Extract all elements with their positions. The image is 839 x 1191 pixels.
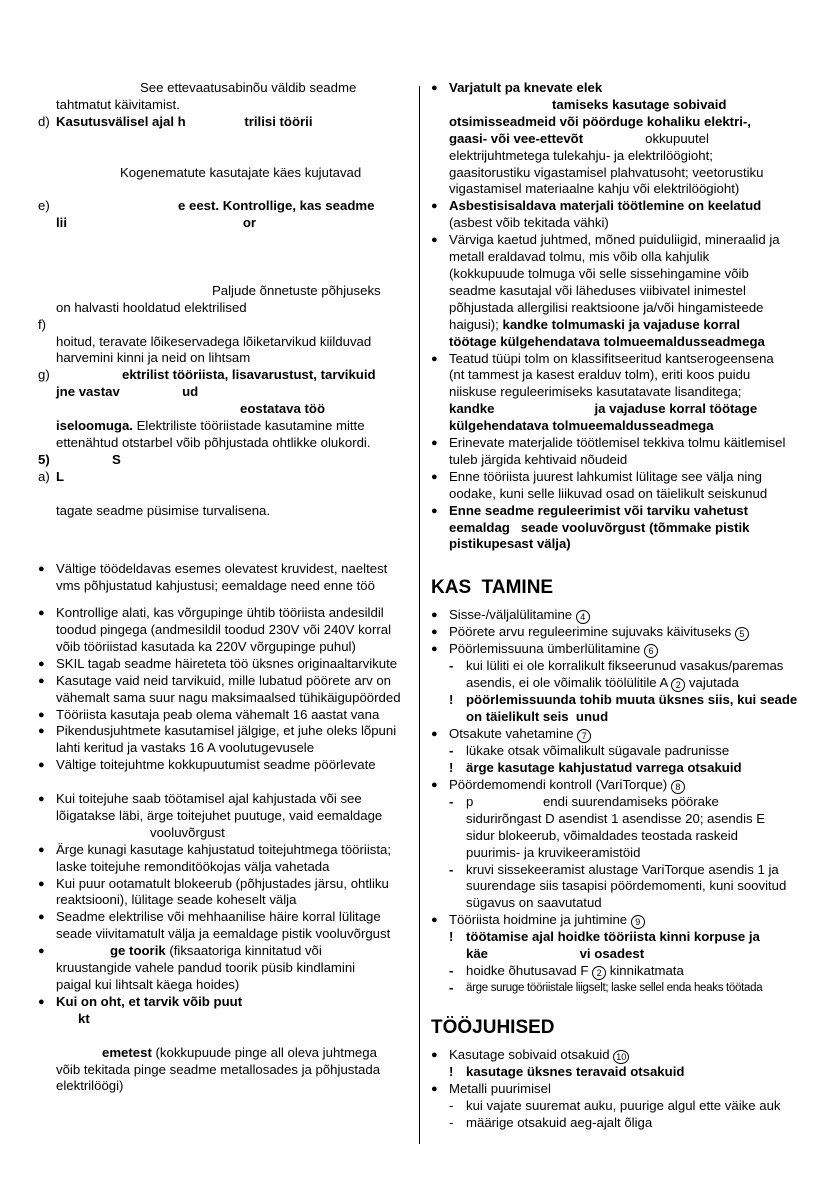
dash-item: - kui vajate suuremat auku, puurige algul ette väike auk — [449, 1097, 781, 1113]
text-line: Kogenematute kasutajate käes kujutavad — [120, 164, 362, 180]
text-line: on halvasti hooldatud elektrilised — [56, 299, 247, 315]
dash-item: - hoidke õhutusavad F 2 kinnikatmata — [449, 963, 684, 979]
callout-number: 5 — [735, 627, 749, 641]
bullet-item: ● Kasutage vaid neid tarvikuid, mille lubatud pöörete arv on vähemalt sama suur nagu maksimaalsed tühikäigupöörded — [38, 672, 401, 705]
text-line: Paljude õnnetuste põhjuseks — [212, 282, 381, 298]
bullet-item: ● Vältige toitejuhtme kokkupuutumist seadme pöörlevate — [38, 757, 376, 773]
callout-letter: 2 — [671, 678, 685, 692]
bullet-item: ● Kasutage sobivaid otsakuid 10 — [431, 1047, 806, 1064]
bullet-item: ● ge toorik (fiksaatoriga kinnitatud või kruustangide vahele pandud toorik püsib kindlamini paigal kui lihtsalt käega hoides) — [38, 943, 356, 993]
bullet-item: ● Erinevate materjalide töötlemisel tekkiva tolmu käitlemisel tuleb järgida kehtivaid nõudeid — [431, 435, 786, 467]
bullet-item: ● Metalli puurimisel — [431, 1080, 551, 1096]
bullet-item: ● Kui on oht, et tarvik võib puut kt emetest (kokkupuude pinge all oleva juhtmega võib tekitada pinge seadme metallosades ja põhjustada elektrilöögi) — [38, 993, 381, 1094]
bullet-item: ● Pöörlemissuuna ümberlülitamine 6 — [431, 641, 806, 658]
callout-number: 8 — [671, 780, 685, 794]
right-column — [431, 80, 806, 1132]
bullet-item: ● Vältige töödeldavas esemes olevatest kruvidest, naeltest vms põhjustatud kahjustusi; eemaldage need enne töö — [38, 561, 388, 594]
bullet-item: ● Värviga kaetud juhtmed, mõned puiduliigid, mineraalid ja metall eraldavad tolmu, mis võib olla kahjulik (kokkupuude tolmuga või selle sissehingamine võib seadme kasutajal või läheduses viibivatel inimestel põhjustada allergilisi reaktsioone ja/või hingamisteede haigusi); kandke tolmumaski ja vajaduse korral töötage külgehendatava tolmueemaldusseadmega — [431, 232, 780, 349]
warning-item: ! pöörlemissuunda tohib muuta üksnes siis, kui seade on täielikult seis unud — [449, 692, 801, 725]
bullet-item: ● Kontrollige alati, kas võrgupinge ühtib tööriista andesildil toodud pingega (andmesildil toodud 230V või 240V korral võib tööriistad kasutada ka 220V võrgupinge puhul) — [38, 605, 392, 654]
callout-number: 2 — [592, 966, 606, 980]
list-item-e: e) e eest. Kontrollige, kas seadme — [38, 198, 375, 214]
list-item-d: d) Kasutusvälisel ajal h trilisi töörii — [38, 113, 313, 129]
left-column — [38, 80, 412, 1095]
bullet-item: ● Ärge kunagi kasutage kahjustatud toitejuhtmega tööriista; laske toitejuhe remonditöökojas välja vahetada — [38, 841, 392, 874]
dash-item: - kruvi sissekeeramist alustage VariTorque asendis 1 ja suurendage siis tasapisi pöördemomenti, kuni soovitud sügavus on saavutatud — [449, 861, 787, 911]
text-line: lii or — [56, 215, 257, 231]
warning-item: ! kasutage üksnes teravaid otsakuid — [449, 1063, 685, 1079]
bullet-item: ● Tööriista hoidmine ja juhtimine 9 — [431, 912, 806, 929]
callout-number: 10 — [613, 1050, 629, 1064]
list-item-f: f) — [38, 316, 47, 332]
dash-item: - kui lüliti ei ole korralikult fikseerunud vasakus/paremas asendis, ei ole võimalik töölülitile A 2 vajutada — [449, 658, 784, 691]
bullet-item: ● Enne tööriista juurest lahkumist lülitage see välja ning oodake, kuni selle liikuvad osad on täielikult seiskunud — [431, 468, 768, 501]
bullet-item: ● Enne seadme reguleerimist või tarviku vahetust eemaldag seade vooluvõrgust (tõmmake pistik pistikupesast välja) — [431, 502, 754, 552]
column-divider — [419, 86, 420, 1144]
callout-number: 6 — [644, 644, 658, 658]
bullet-item: ● Kui puur ootamatult blokeerub (põhjustades järsu, ohtliku reaktsiooni), lülitage seade koheselt välja — [38, 875, 389, 908]
dash-item: - lükake otsak võimalikult sügavale padrunisse — [449, 743, 730, 759]
text-line: ettenähtud otstarbel võib põhjustada ohtlikke olukordi. — [56, 434, 371, 450]
text-line: jne vastav ud — [56, 384, 199, 400]
bullet-item: ● Seadme elektrilise või mehhaanilise häire korral lülitage seade viivitamatult välja ja eemaldage pistik vooluvõrgust — [38, 909, 391, 942]
text-line: See ettevaatusabinõu väldib seadme — [140, 80, 357, 95]
dash-item: - määrige otsakuid aeg-ajalt õliga — [449, 1114, 653, 1130]
section-heading: TÖÖJUHISED — [431, 1016, 555, 1038]
list-item-g: g) ektrilist tööriista, lisavarustust, tarvikuid — [38, 367, 376, 383]
dash-item: - ärge suruge tööriistale liigselt; laske sellel enda heaks töötada — [449, 980, 763, 996]
bullet-item: ● Varjatult pa knevate elek tamiseks kasutage sobivaid otsimisseadmeid või pöörduge kohaliku elektri-, gaasi- või vee-ettevõt okkupuutel elektrijuhtmetega tulekahju- ja elektrilöögioht; gaasitorustiku vigastamisel plahvatusoht; veetorustiku vigastamisel materiaalne kahju või elektrilöögioht) — [431, 80, 764, 197]
warning-item: ! töötamise ajal hoidke tööriista kinni korpuse ja käe vi osadest — [449, 929, 760, 962]
callout-number: 7 — [577, 729, 591, 743]
bullet-item: ● Pöördemomendi kontroll (VariTorque) 8 — [431, 777, 806, 794]
text-line: eostatava töö — [240, 401, 326, 417]
text-line: iseloomuga. Elektriliste tööriistade kasutamine mitte — [56, 418, 365, 434]
bullet-item: ● Kui toitejuhe saab töötamisel ajal kahjustada või see lõigatakse läbi, ärge toitejuhet puutuge, vaid eemaldage vooluvõrgust — [38, 791, 383, 840]
bullet-item: ● Tööriista kasutaja peab olema vähemalt 16 aastat vana — [38, 706, 380, 722]
text-line: tahtmatut käivitamist. — [56, 96, 180, 112]
callout-number: 4 — [576, 610, 590, 624]
bullet-item: ● Teatud tüüpi tolm on klassifitseeritud kantserogeensena (nt tammest ja kasest eralduv tolm), eriti koos puidu niiskuse reguleerimiseks kasutatavate lisanditega; kandke ja vajaduse korral töötage külgehendatava tolmueemaldusseadmega — [431, 350, 774, 434]
text-line: tagate seadme püsimise turvalisena. — [56, 502, 271, 518]
text-line: hoitud, teravate lõikeservadega lõiketarvikud kiilduvad — [56, 333, 372, 349]
text-line: harvemini kinni ja neid on lihtsam — [56, 350, 251, 366]
bullet-item: ● Sisse-/väljalülitamine 4 — [431, 607, 806, 624]
bullet-item: ● Otsakute vahetamine 7 — [431, 726, 806, 743]
list-item-a: a) L — [38, 468, 65, 484]
bullet-item: ● SKIL tagab seadme häireteta töö üksnes originaaltarvikute — [38, 655, 398, 671]
section-heading: KAS TAMINE — [431, 577, 554, 599]
bullet-item: ● Pikendusjuhtmete kasutamisel jälgige, et juhe oleks lõpuni lahti keritud ja vastaks 16 A voolutugevusele — [38, 723, 397, 756]
bullet-item: ● Asbestisisaldava materjali töötlemine on keelatud (asbest võib tekitada vähki) — [431, 198, 762, 231]
warning-item: ! ärge kasutage kahjustatud varrega otsakuid — [449, 760, 742, 775]
section-5-heading: 5) S — [38, 451, 121, 467]
dash-item: - p endi suurendamiseks pöörake sidurirõngast D asendist 1 asendisse 20; asendis E sidur blokeerub, võimaldades teostada raskeid puurimis- ja kruvikeeramistöid — [449, 793, 766, 860]
callout-number: 9 — [631, 915, 645, 929]
bullet-item: ● Pöörete arvu reguleerimine sujuvaks käivituseks 5 — [431, 624, 806, 641]
